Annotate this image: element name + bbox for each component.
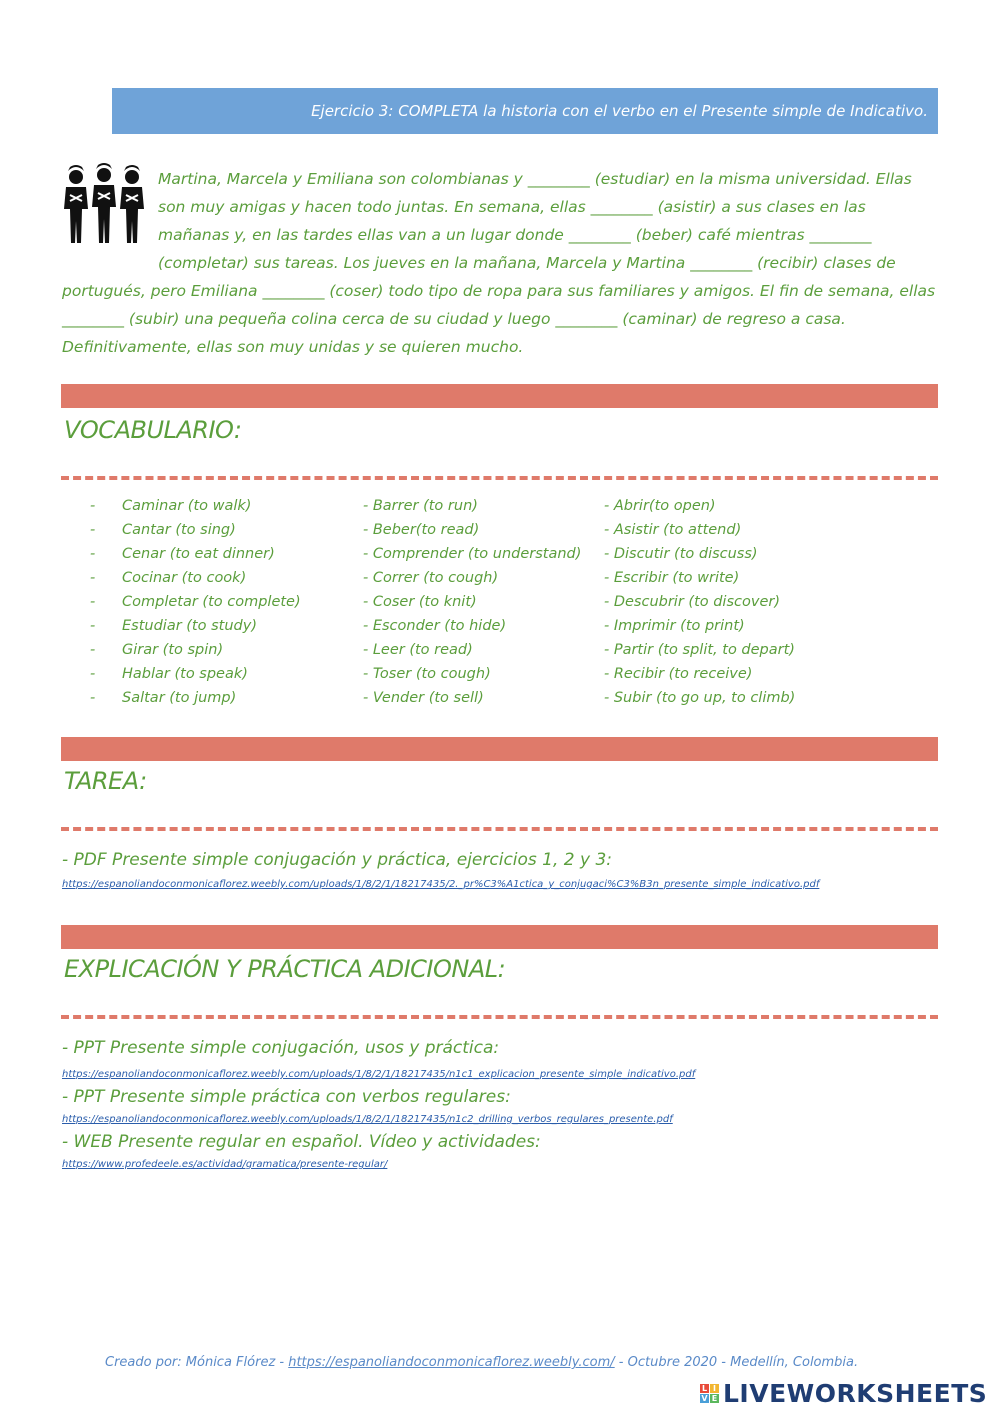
tarea-item-title: - PDF Presente simple conjugación y práctica, ejercicios 1, 2 y 3:: [62, 850, 613, 870]
vocabulary-title: VOCABULARIO:: [64, 416, 242, 444]
logo-mark-icon: [700, 1384, 719, 1403]
vocab-item: - Subir (to go up, to climb): [604, 690, 796, 706]
tarea-title: TAREA:: [64, 767, 147, 795]
adicional-ppt-link[interactable]: https://espanoliandoconmonicaflorez.weebly.com/uploads/1/8/2/1/18217435/n1c1_explicacion_presente_simple_indicativo.pdf: [62, 1069, 696, 1080]
adicional-item-title: - PPT Presente simple práctica con verbos regulares:: [62, 1087, 511, 1107]
section-divider-bar: [61, 925, 938, 949]
vocab-item: - Recibir (to receive): [604, 666, 753, 682]
vocab-item: - Asistir (to attend): [604, 522, 742, 538]
vocab-item: - Estudiar (to study): [90, 618, 257, 634]
logo-letter-e: E: [711, 1393, 718, 1403]
exercise-banner: [112, 88, 938, 134]
adicional-title: EXPLICACIÓN Y PRÁCTICA ADICIONAL:: [64, 955, 506, 983]
vocabulary-column-er: [363, 494, 581, 710]
vocab-item: - Imprimir (to print): [604, 618, 745, 634]
vocab-item: - Esconder (to hide): [363, 618, 507, 634]
vocab-item: - Cocinar (to cook): [90, 570, 247, 586]
adicional-ppt-link[interactable]: https://espanoliandoconmonicaflorez.weebly.com/uploads/1/8/2/1/18217435/n1c2_drilling_verbos_regulares_presente.pdf: [62, 1114, 673, 1125]
adicional-web-link[interactable]: https://www.profedeele.es/actividad/gramatica/presente-regular/: [62, 1159, 388, 1170]
vocab-item: - Saltar (to jump): [90, 690, 237, 706]
vocab-item: - Coser (to knit): [363, 594, 477, 610]
logo-letter-v: V: [701, 1393, 708, 1403]
vocab-item: - Beber(to read): [363, 522, 480, 538]
vocab-item: - Descubrir (to discover): [604, 594, 780, 610]
vocab-item: - Discutir (to discuss): [604, 546, 758, 562]
story-text: Martina, Marcela y Emiliana son colombianas y ________ (estudiar) en la misma universidad. Ellas son muy amigas y hacen todo juntas. En semana, ellas ________ (asistir) a sus clases en las mañanas y, en las tardes ellas van a un lugar donde ________ (beber) café mientras ________ (completar) sus tareas. Los jueves en la mañana, Marcela y Martina ________ (recibir) clases de portugués, pero Emiliana ________ (coser) todo tipo de ropa para sus familiares y amigos. El fin de semana, ellas ________ (subir) una pequeña colina cerca de su ciudad y luego ________ (caminar) de regreso a casa. Definitivamente, ellas son muy unidas y se quieren mucho.: [62, 170, 936, 356]
vocab-item: - Partir (to split, to depart): [604, 642, 795, 658]
vocab-item: - Comprender (to understand): [363, 546, 582, 562]
vocab-item: - Vender (to sell): [363, 690, 484, 706]
adicional-item-title: - WEB Presente regular en español. Vídeo y actividades:: [62, 1132, 541, 1152]
exercise-instructions: Ejercicio 3: COMPLETA la historia con el verbo en el Presente simple de Indicativo.: [311, 102, 928, 120]
vocab-item: - Girar (to spin): [90, 642, 224, 658]
vocab-item: - Barrer (to run): [363, 498, 478, 514]
logo-letter-l: L: [701, 1383, 708, 1393]
vocab-item: - Completar (to complete): [90, 594, 301, 610]
footer-site-link[interactable]: https://espanoliandoconmonicaflorez.weebly.com/: [288, 1355, 615, 1370]
vocab-item: - Correr (to cough): [363, 570, 499, 586]
vocab-item: - Cenar (to eat dinner): [90, 546, 275, 562]
vocabulary-column-ar: [90, 494, 301, 710]
vocab-item: - Hablar (to speak): [90, 666, 248, 682]
liveworksheets-logo: [700, 1378, 987, 1408]
tarea-pdf-link[interactable]: https://espanoliandoconmonicaflorez.weebly.com/uploads/1/8/2/1/18217435/2._pr%C3%A1ctica_y_conjugaci%C3%B3n_presente_simple_indicativo.pdf: [62, 879, 820, 890]
dashed-divider: [61, 476, 938, 480]
vocab-item: - Caminar (to walk): [90, 498, 252, 514]
vocab-item: - Cantar (to sing): [90, 522, 236, 538]
story-paragraph: [62, 165, 940, 361]
dashed-divider: [61, 1015, 938, 1019]
vocab-item: - Toser (to cough): [363, 666, 491, 682]
logo-wordmark: LIVEWORKSHEETS: [723, 1378, 988, 1408]
vocab-item: - Leer (to read): [363, 642, 473, 658]
logo-letter-i: I: [710, 1384, 719, 1393]
section-divider-bar: [61, 737, 938, 761]
footer-credit: Creado por: Mónica Flórez - https://espanoliandoconmonicaflorez.weebly.com/ - Octubre 2020 - Medellín, Colombia.: [105, 1355, 859, 1370]
vocabulary-column-ir: [604, 494, 795, 710]
vocab-item: - Abrir(to open): [604, 498, 716, 514]
section-divider-bar: [61, 384, 938, 408]
vocab-item: - Escribir (to write): [604, 570, 740, 586]
dashed-divider: [61, 827, 938, 831]
adicional-item-title: - PPT Presente simple conjugación, usos y práctica:: [62, 1038, 500, 1058]
